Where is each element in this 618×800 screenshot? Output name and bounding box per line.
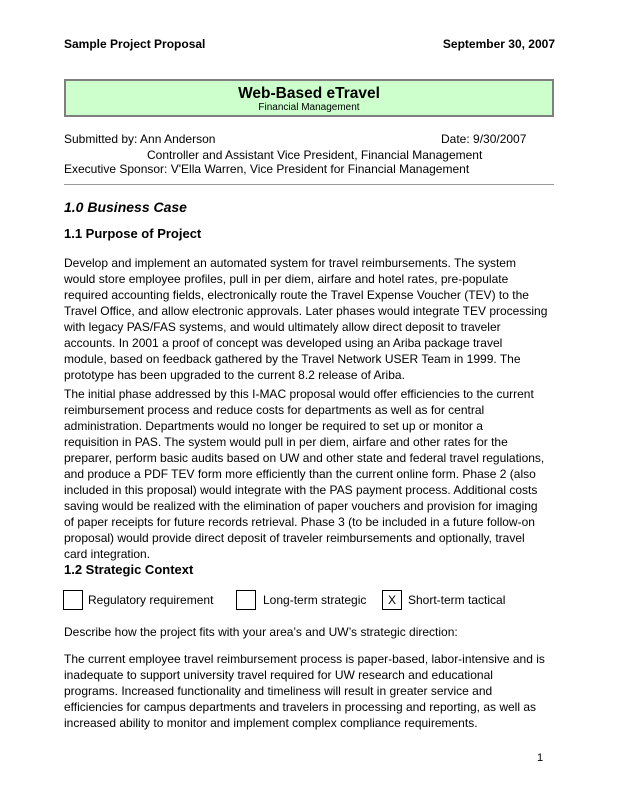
paragraph-line: prototype has been upgraded to the current 8.2 release of Ariba. (64, 368, 405, 382)
project-subtitle: Financial Management (258, 102, 360, 113)
submitted-by: Submitted by: Ann Anderson (64, 132, 216, 146)
paragraph-line: inadequate to support university travel required for UW research and educational (64, 668, 493, 682)
section-heading-business-case: 1.0 Business Case (64, 199, 187, 215)
paragraph-line: accounts. In 2001 a proof of concept was developed using an Ariba package travel (64, 336, 503, 350)
checkbox-short-term-tactical[interactable]: X (382, 590, 402, 610)
paragraph-line: proposal) would provide direct deposit of traveler reimbursements and optionally, travel (64, 531, 525, 545)
paragraph-line: would store employee profiles, pull in per diem, airfare and hotel rates, pre-populate (64, 272, 509, 286)
divider (64, 184, 554, 185)
purpose-paragraph-2 (64, 386, 556, 562)
paragraph-line: Travel Office, and allow electronic approvals. Later phases would integrate TEV processing (64, 304, 548, 318)
submitter-role: Controller and Assistant Vice President, Financial Management (147, 148, 483, 162)
paragraph-line: required accounting fields, electronically route the Travel Expense Voucher (TEV) to the (64, 288, 529, 302)
paragraph-line: The initial phase addressed by this I-MAC proposal would offer efficiencies to the current (64, 387, 534, 401)
checkbox-label-short-term: Short-term tactical (408, 593, 506, 607)
paragraph-line: preparer, perform basic audits based on UW and other state and federal travel regulations, (64, 451, 545, 465)
paragraph-line: programs. Increased functionality and timeliness will result in greater service and (64, 684, 493, 698)
header-date: September 30, 2007 (442, 37, 555, 51)
project-title: Web-Based eTravel (238, 85, 380, 102)
paragraph-line: efficiencies for campus departments and travelers in processing and reporting, as well as (64, 700, 537, 714)
paragraph-line: with legacy PAS/FAS systems, and would ultimately allow direct deposit to traveler (64, 320, 501, 334)
checkbox-regulatory-requirement[interactable] (63, 590, 83, 610)
paragraph-line: requisition in PAS. The system would pull in per diem, airfare and other rates for the (64, 435, 508, 449)
strategic-paragraph (64, 651, 556, 731)
page-number: 1 (537, 752, 544, 764)
checkbox-long-term-strategic[interactable] (236, 590, 256, 610)
paragraph-line: administration. Departments would no longer be required to set up or monitor a (64, 419, 483, 433)
strategic-direction-prompt: Describe how the project fits with your area’s and UW’s strategic direction: (64, 625, 458, 639)
submission-date: Date: 9/30/2007 (441, 132, 527, 146)
checkbox-label-regulatory: Regulatory requirement (88, 593, 214, 607)
paragraph-line: module, based on feedback gathered by the Travel Network USER Team in 1999. The (64, 352, 521, 366)
paragraph-line: and produce a PDF TEV form more efficiently than the current online form. Phase 2 (also (64, 467, 536, 481)
section-heading-strategic-context: 1.2 Strategic Context (64, 562, 194, 577)
title-box (64, 79, 554, 117)
paragraph-line: The current employee travel reimbursement process is paper-based, labor-intensive and is (64, 652, 545, 666)
section-heading-purpose: 1.1 Purpose of Project (64, 226, 202, 241)
purpose-paragraph-1 (64, 255, 556, 383)
paragraph-line: Develop and implement an automated system for travel reimbursements. The system (64, 256, 516, 270)
paragraph-line: of paper receipts for future records retrieval. Phase 3 (to be included in a future follow-on (64, 515, 535, 529)
paragraph-line: saving would be realized with the elimination of paper vouchers and provision for imaging (64, 499, 538, 513)
paragraph-line: card integration. (64, 547, 151, 561)
header-document-title: Sample Project Proposal (64, 37, 206, 51)
paragraph-line: increased ability to monitor and implement complex compliance requirements. (64, 716, 478, 730)
executive-sponsor: Executive Sponsor: V'Ella Warren, Vice President for Financial Management (64, 162, 470, 176)
paragraph-line: reimbursement process and reduce costs for departments as well as for central (64, 403, 485, 417)
checkbox-label-long-term: Long-term strategic (263, 593, 367, 607)
paragraph-line: included in this proposal) would integrate with the PAS payment process. Additional costs (64, 483, 538, 497)
